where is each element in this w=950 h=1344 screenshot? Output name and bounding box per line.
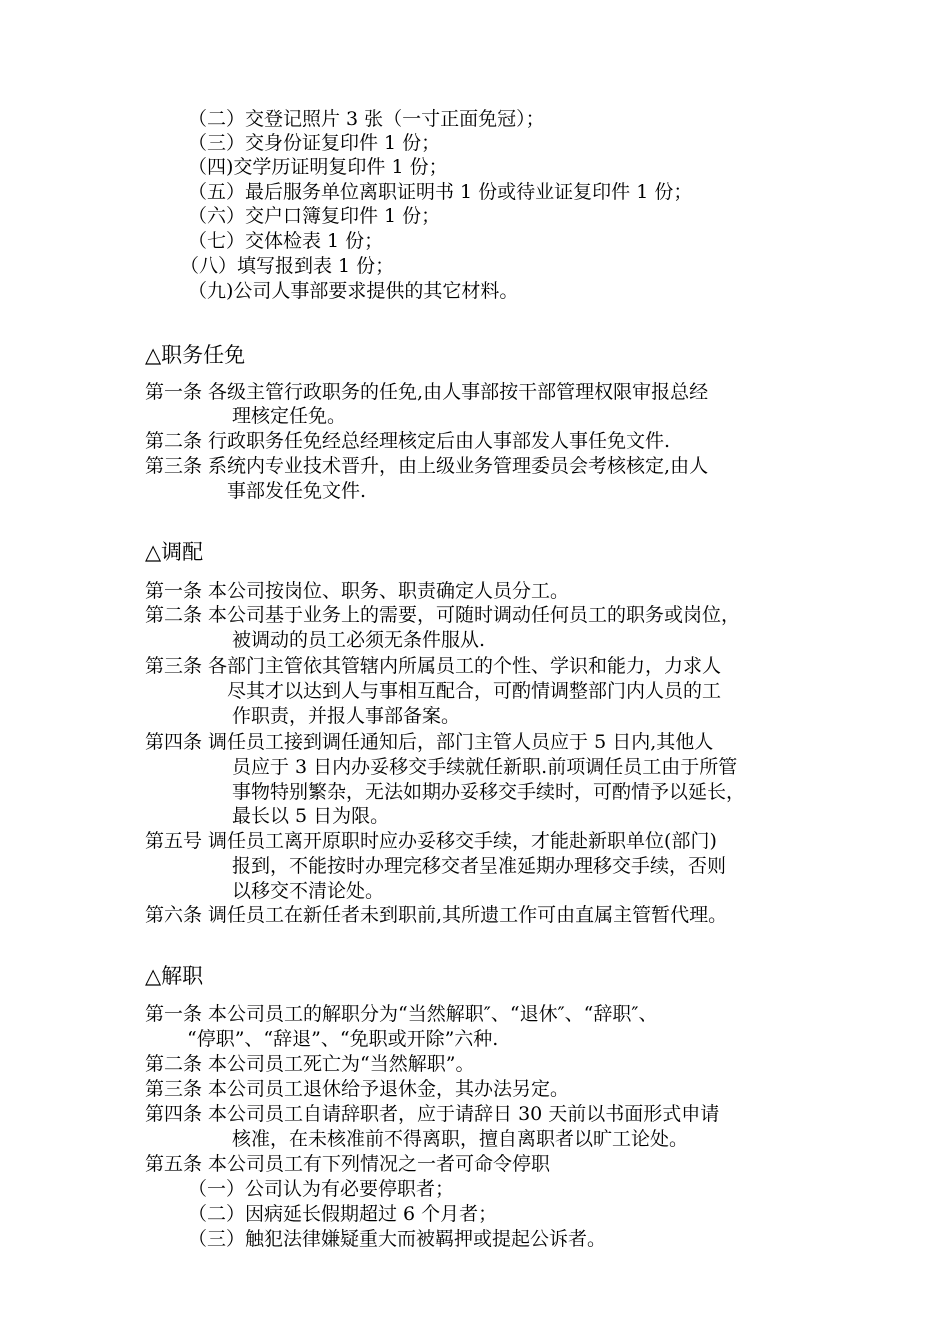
article-line: 第五号 调任员工离开原职时应办妥移交手续，才能赴新职单位(部门) [145, 830, 717, 852]
article-line: （二）因病延长假期超过 6 个月者； [188, 1203, 498, 1225]
article-line: “停职”、“辞退”、“免职或开除”六种. [187, 1028, 499, 1050]
materials-item: （五）最后服务单位离职证明书 1 份或待业证复印件 1 份； [188, 181, 693, 203]
article-line: 事物特别繁杂，无法如期办妥移交手续时，可酌情予以延长， [232, 781, 746, 803]
article-line: 第四条 本公司员工自请辞职者，应于请辞日 30 天前以书面形式申请 [145, 1103, 720, 1125]
article-line: 第二条 行政职务任免经总经理核定后由人事部发人事任免文件. [145, 430, 671, 452]
article-line: （三）触犯法律嫌疑重大而被羁押或提起公诉者。 [188, 1228, 607, 1250]
materials-item: （七）交体检表 1 份； [188, 230, 384, 252]
article-line: 第三条 系统内专业技术晋升，由上级业务管理委员会考核核定,由人 [145, 455, 709, 477]
section-heading-appointment: △职务任免 [145, 343, 246, 367]
article-line: 核准，在未核准前不得离职，擅自离职者以旷工论处。 [232, 1128, 689, 1150]
materials-item: （三）交身份证复印件 1 份； [188, 132, 441, 154]
article-line: 最长以 5 日为限。 [232, 805, 390, 827]
article-line: 第四条 调任员工接到调任通知后，部门主管人员应于 5 日内,其他人 [145, 731, 714, 753]
article-line: 事部发任免文件. [227, 480, 367, 502]
materials-item: （九)公司人事部要求提供的其它材料。 [188, 280, 519, 302]
article-line: 理核定任免。 [232, 405, 347, 427]
article-line: 被调动的员工必须无条件服从. [232, 629, 486, 651]
article-line: 报到，不能按时办理完移交者呈准延期办理移交手续，否则 [232, 855, 727, 877]
article-line: 第五条 本公司员工有下列情况之一者可命令停职 [145, 1153, 551, 1175]
materials-item: （八）填写报到表 1 份； [180, 255, 395, 277]
materials-item: （二）交登记照片 3 张（一寸正面免冠）； [188, 108, 545, 130]
section-heading-dismissal: △解职 [145, 964, 204, 988]
article-line: 作职责，并报人事部备案。 [232, 705, 461, 727]
article-line: 第一条 各级主管行政职务的任免,由人事部按干部管理权限审报总经 [145, 381, 709, 403]
article-line: 第一条 本公司员工的解职分为“当然解职″、“退休″、“辞职″、 [145, 1003, 658, 1025]
materials-item: （六）交户口簿复印件 1 份； [188, 205, 441, 227]
article-line: （一）公司认为有必要停职者； [188, 1178, 455, 1200]
article-line: 第一条 本公司按岗位、职务、职责确定人员分工。 [145, 580, 570, 602]
article-line: 第六条 调任员工在新任者未到职前,其所遗工作可由直属主管暂代理。 [145, 904, 728, 926]
section-heading-transfer: △调配 [145, 540, 204, 564]
article-line: 第二条 本公司员工死亡为“当然解职”。 [145, 1053, 475, 1075]
article-line: 第二条 本公司基于业务上的需要，可随时调动任何员工的职务或岗位， [145, 604, 741, 626]
materials-item: （四)交学历证明复印件 1 份； [188, 156, 448, 178]
article-line: 第三条 各部门主管依其管辖内所属员工的个性、学识和能力，力求人 [145, 655, 722, 677]
article-line: 以移交不清论处。 [232, 880, 385, 902]
article-line: 第三条 本公司员工退休给予退休金，其办法另定。 [145, 1078, 570, 1100]
article-line: 尽其才以达到人与事相互配合，可酌情调整部门内人员的工 [227, 680, 722, 702]
article-line: 员应于 3 日内办妥移交手续就任新职.前项调任员工由于所管 [232, 756, 738, 778]
